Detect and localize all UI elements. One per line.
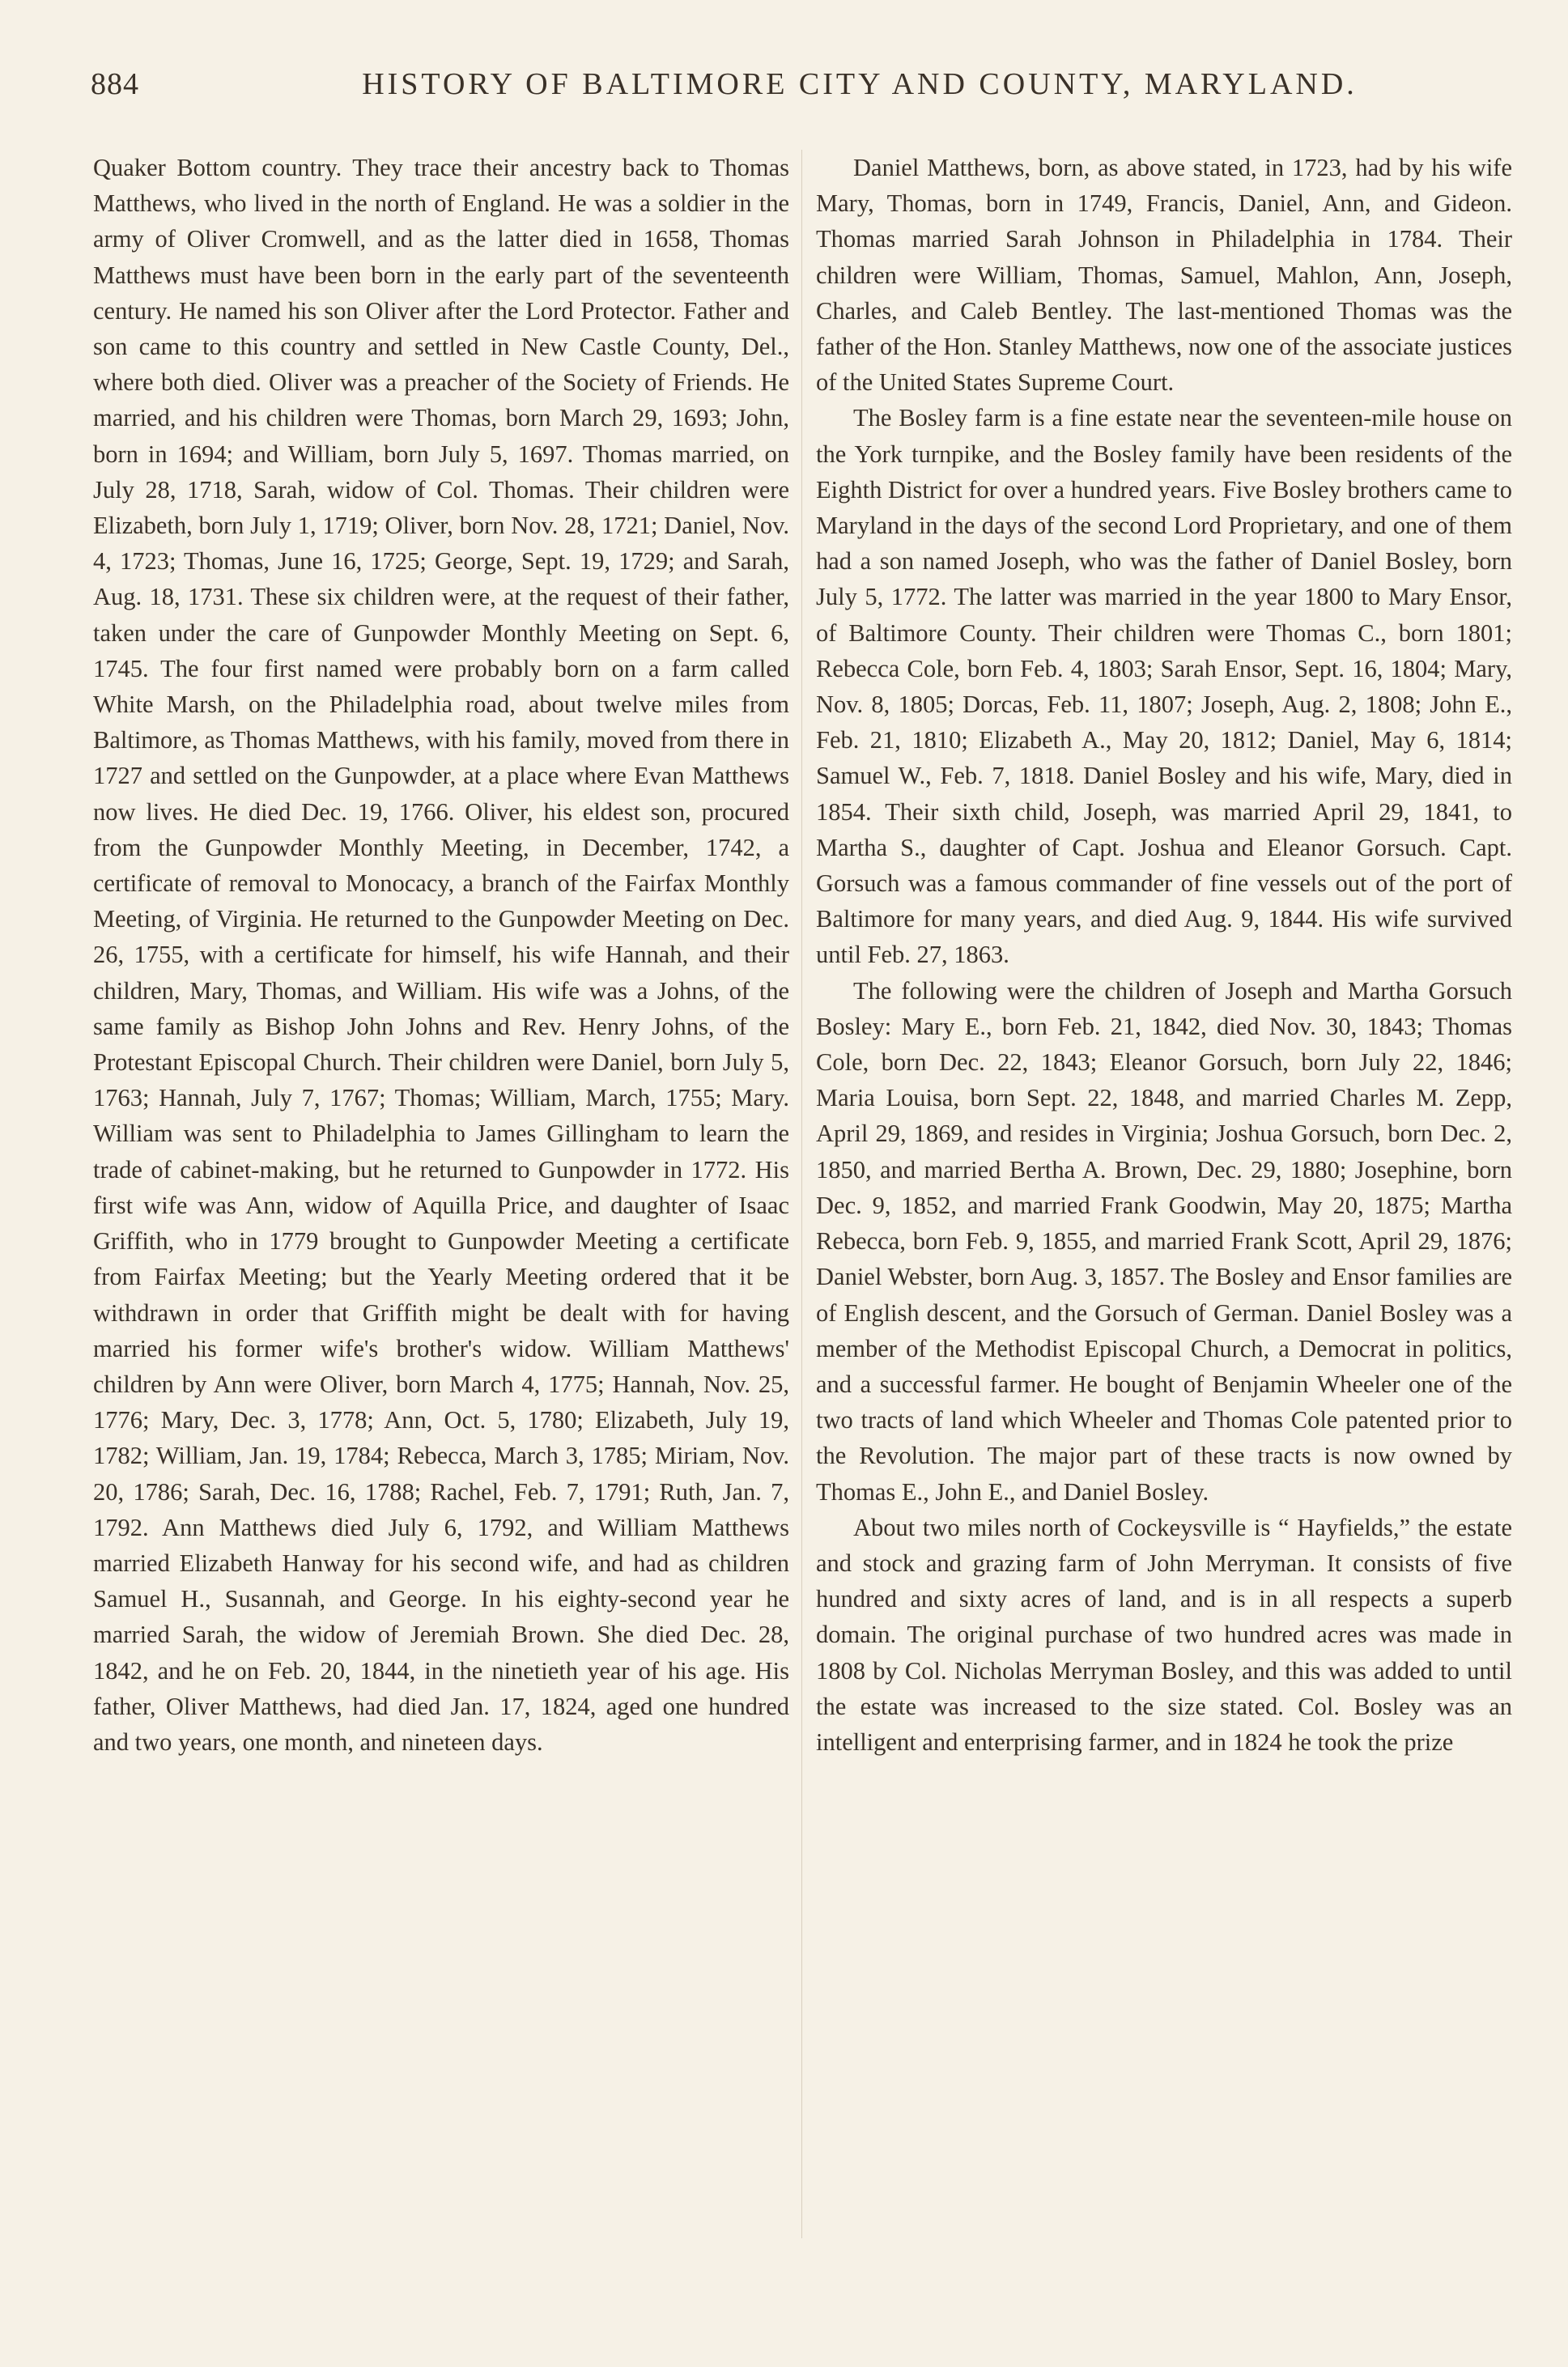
- right-column: [816, 150, 1512, 1760]
- running-head: [91, 66, 1515, 115]
- paragraph: The Bosley farm is a fine estate near the seventeen-mile house on the York turnpike, and the Bosley family have been residents of the Eighth District for over a hundred years. Five Bosley brothers came to Maryland in the days of the second Lord Proprietary, and one of them had a son named Joseph, who was the father of Daniel Bosley, born July 5, 1772. The latter was married in the year 1800 to Mary Ensor, of Baltimore County. Their children were Thomas C., born 1801; Rebecca Cole, born Feb. 4, 1803; Sarah Ensor, Sept. 16, 1804; Mary, Nov. 8, 1805; Dorcas, Feb. 11, 1807; Joseph, Aug. 2, 1808; John E., Feb. 21, 1810; Elizabeth A., May 20, 1812; Daniel, May 6, 1814; Samuel W., Feb. 7, 1818. Daniel Bosley and his wife, Mary, died in 1854. Their sixth child, Joseph, was married April 29, 1841, to Martha S., daughter of Capt. Joshua and Eleanor Gorsuch. Capt. Gorsuch was a famous commander of fine vessels out of the port of Baltimore for many years, and died Aug. 9, 1844. His wife survived until Feb. 27, 1863.: [816, 404, 1512, 969]
- left-column: [93, 150, 789, 1760]
- running-title: HISTORY OF BALTIMORE CITY AND COUNTY, MARYLAND.: [362, 67, 1358, 101]
- paragraph: The following were the children of Joseph and Martha Gorsuch Bosley: Mary E., born Feb. 21, 1842, died Nov. 30, 1843; Thomas Cole, born Dec. 22, 1843; Eleanor Gorsuch, born July 22, 1846; Maria Louisa, born Sept. 22, 1848, and married Charles M. Zepp, April 29, 1869, and resides in Virginia; Joshua Gorsuch, born Dec. 2, 1850, and married Bertha A. Brown, Dec. 29, 1880; Josephine, born Dec. 9, 1852, and married Frank Goodwin, May 20, 1875; Martha Rebecca, born Feb. 9, 1855, and married Frank Scott, April 29, 1876; Daniel Webster, born Aug. 3, 1857. The Bosley and Ensor families are of English descent, and the Gorsuch of German. Daniel Bosley was a member of the Methodist Episcopal Church, a Democrat in politics, and a successful farmer. He bought of Benjamin Wheeler one of the two tracts of land which Wheeler and Thomas Cole patented prior to the Revolution. The major part of these tracts is now owned by Thomas E., John E., and Daniel Bosley.: [816, 976, 1512, 1506]
- paragraph: About two miles north of Cockeysville is “ Hayfields,” the estate and stock and grazing farm of John Merryman. It consists of five hundred and sixty acres of land, and is in all respects a superb domain. The original purchase of two hundred acres was made in 1808 by Col. Nicholas Merryman Bosley, and this was added to until the estate was increased to the size stated. Col. Bosley was an intelligent and enterprising farmer, and in 1824 he took the prize: [816, 1513, 1512, 1756]
- column-divider: [801, 150, 802, 2238]
- page-number: 884: [91, 67, 139, 101]
- paragraph: Quaker Bottom country. They trace their ancestry back to Thomas Matthews, who lived in the north of England. He was a soldier in the army of Oliver Cromwell, and as the latter died in 1658, Thomas Matthews must have been born in the early part of the seventeenth century. He named his son Oliver after the Lord Protector. Father and son came to this country and settled in New Castle County, Del., where both died. Oliver was a preacher of the Society of Friends. He married, and his children were Thomas, born March 29, 1693; John, born in 1694; and William, born July 5, 1697. Thomas married, on July 28, 1718, Sarah, widow of Col. Thomas. Their children were Elizabeth, born July 1, 1719; Oliver, born Nov. 28, 1721; Daniel, Nov. 4, 1723; Thomas, June 16, 1725; George, Sept. 19, 1729; and Sarah, Aug. 18, 1731. These six children were, at the request of their father, taken under the care of Gunpowder Monthly Meeting on Sept. 6, 1745. The four first named were probably born on a farm called White Marsh, on the Philadelphia road, about twelve miles from Baltimore, as Thomas Matthews, with his family, moved from there in 1727 and settled on the Gunpowder, at a place where Evan Matthews now lives. He died Dec. 19, 1766. Oliver, his eldest son, procured from the Gunpowder Monthly Meeting, in December, 1742, a certificate of removal to Monocacy, a branch of the Fairfax Monthly Meeting, of Virginia. He returned to the Gunpowder Meeting on Dec. 26, 1755, with a certificate for himself, his wife Hannah, and their children, Mary, Thomas, and William. His wife was a Johns, of the same family as Bishop John Johns and Rev. Henry Johns, of the Protestant Episcopal Church. Their children were Daniel, born July 5, 1763; Hannah, July 7, 1767; Thomas; William, March, 1755; Mary. William was sent to Philadelphia to James Gillingham to learn the trade of cabinet-making, but he returned to Gunpowder in 1772. His first wife was Ann, widow of Aquilla Price, and daughter of Isaac Griffith, who in 1779 brought to Gunpowder Meeting a certificate from Fairfax Meeting; but the Yearly Meeting ordered that it be withdrawn in order that Griffith might be dealt with for having married his former wife's brother's widow. William Matthews' children by Ann were Oliver, born March 4, 1775; Hannah, Nov. 25, 1776; Mary, Dec. 3, 1778; Ann, Oct. 5, 1780; Elizabeth, July 19, 1782; William, Jan. 19, 1784; Rebecca, March 3, 1785; Miriam, Nov. 20, 1786; Sarah, Dec. 16, 1788; Rachel, Feb. 7, 1791; Ruth, Jan. 7, 1792. Ann Matthews died July 6, 1792, and William Matthews married Elizabeth Hanway for his second wife, and had as children Samuel H., Susannah, and George. In his eighty-second year he married Sarah, the widow of Jeremiah Brown. She died Dec. 28, 1842, and he on Feb. 20, 1844, in the ninetieth year of his age. His father, Oliver Matthews, had died Jan. 17, 1824, aged one hundred and two years, one month, and nineteen days.: [93, 154, 789, 1756]
- paragraph: Daniel Matthews, born, as above stated, in 1723, had by his wife Mary, Thomas, born in 1749, Francis, Daniel, Ann, and Gideon. Thomas married Sarah Johnson in Philadelphia in 1784. Their children were William, Thomas, Samuel, Mahlon, Ann, Joseph, Charles, and Caleb Bentley. The last-mentioned Thomas was the father of the Hon. Stanley Matthews, now one of the associate justices of the United States Supreme Court.: [816, 154, 1512, 397]
